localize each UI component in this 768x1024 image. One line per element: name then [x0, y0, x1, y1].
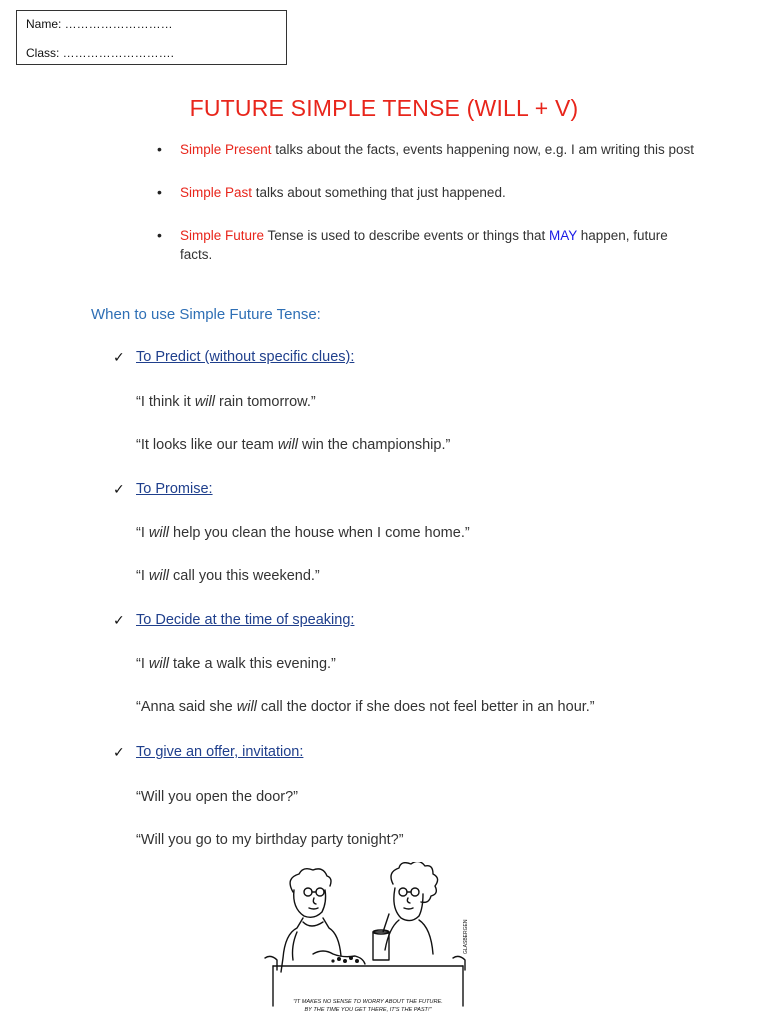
definition-text: talks about something that just happened.	[252, 185, 506, 200]
use-heading: To Decide at the time of speaking:	[136, 612, 355, 628]
definition-text: Tense is used to describe events or things that	[264, 228, 549, 243]
check-icon: ✓	[113, 612, 125, 628]
bullet-icon: •	[157, 184, 162, 200]
bullet-icon: •	[157, 227, 162, 243]
term-simple-present: Simple Present	[180, 142, 272, 157]
example-text: win the championship.”	[297, 437, 451, 453]
name-class-box	[16, 10, 287, 65]
example-text: “I think it	[136, 394, 195, 410]
example-text: rain tomorrow.”	[214, 394, 316, 410]
list-item	[157, 140, 697, 159]
will-word: will	[277, 437, 298, 453]
check-icon: ✓	[113, 744, 125, 760]
example-sentence	[136, 394, 316, 410]
cartoon-caption-line1: "IT MAKES NO SENSE TO WORRY ABOUT THE FUTURE.	[293, 999, 443, 1005]
bullet-icon: •	[157, 141, 162, 157]
example-text: “Will you open the door?”	[136, 789, 298, 805]
check-icon: ✓	[113, 349, 125, 365]
example-text: help you clean the house when I come home.”	[169, 525, 470, 541]
page-title: FUTURE SIMPLE TENSE (WILL + V)	[189, 95, 579, 121]
will-word: will	[148, 525, 170, 541]
example-sentence	[136, 789, 298, 805]
example-sentence	[136, 656, 336, 672]
example-text: “Anna said she	[136, 699, 237, 715]
list-item	[157, 226, 697, 264]
cartoon-caption-line2: BY THE TIME YOU GET THERE, IT'S THE PAST!"	[304, 1007, 432, 1013]
example-sentence	[136, 437, 450, 453]
tense-definitions-list	[157, 140, 697, 264]
may-emphasis: MAY	[548, 228, 577, 243]
example-text: call the doctor if she does not feel better in an hour.”	[256, 699, 595, 715]
example-text: take a walk this evening.”	[169, 656, 336, 672]
use-heading: To Promise:	[136, 481, 213, 497]
example-text: “I	[136, 656, 149, 672]
example-sentence	[136, 699, 595, 715]
definition-text: talks about the facts, events happening now, e.g. I am writing this post	[271, 142, 695, 157]
cartoon-illustration	[253, 862, 483, 1017]
name-field[interactable]: Name: ………………………	[26, 17, 173, 31]
will-word: will	[194, 394, 215, 410]
example-text: “I	[136, 525, 149, 541]
example-text: “Will you go to my birthday party tonight?”	[136, 832, 404, 848]
class-field[interactable]: Class: ……………………….	[26, 46, 175, 60]
section-title: When to use Simple Future Tense:	[91, 306, 321, 323]
example-text: “It looks like our team	[136, 437, 278, 453]
will-word: will	[236, 699, 257, 715]
will-word: will	[148, 656, 170, 672]
term-simple-future: Simple Future	[180, 228, 265, 243]
cartoon-signature: GLASBERGEN	[463, 919, 469, 954]
will-word: will	[148, 568, 170, 584]
list-item	[157, 183, 697, 202]
example-text: “I	[136, 568, 149, 584]
example-text: call you this weekend.”	[169, 568, 320, 584]
example-sentence	[136, 568, 320, 584]
example-sentence	[136, 832, 404, 848]
check-icon: ✓	[113, 481, 125, 497]
definition-text: happen, future facts.	[180, 228, 668, 262]
term-simple-past: Simple Past	[180, 185, 253, 200]
example-sentence	[136, 525, 470, 541]
use-heading: To Predict (without specific clues):	[136, 349, 355, 365]
use-heading: To give an offer, invitation:	[136, 744, 304, 760]
